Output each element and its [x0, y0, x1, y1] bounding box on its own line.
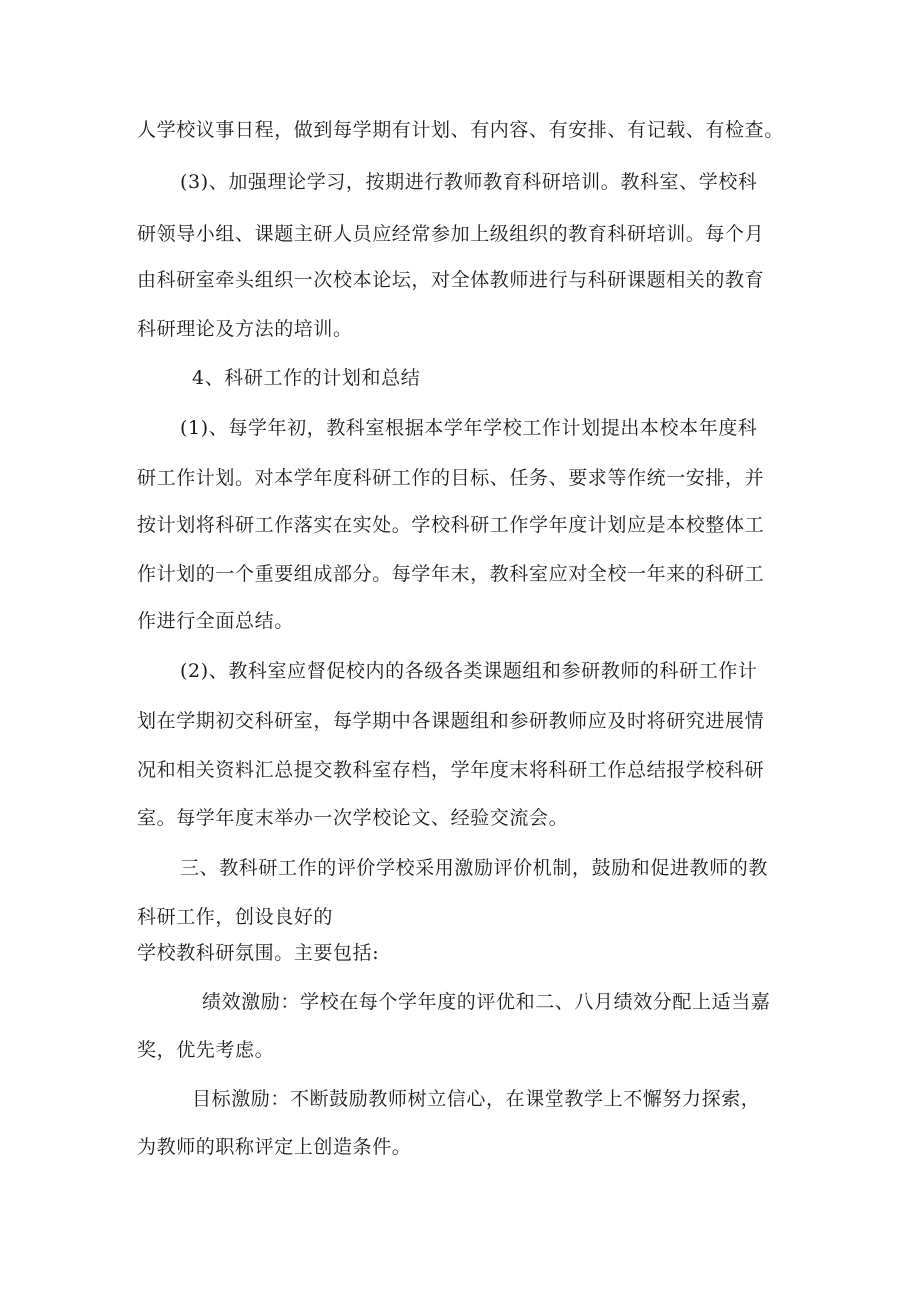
text-line-7: (1)、每学年初，教科室根据本学年学校工作计划提出本校本年度科 — [180, 417, 758, 439]
section-heading-4: 4、科研工作的计划和总结 — [192, 367, 421, 389]
text-line-22: 为教师的职称评定上创造条件。 — [137, 1136, 412, 1158]
text-line-12: (2)、教科室应督促校内的各级各类课题组和参研教师的科研工作计 — [180, 660, 758, 682]
text-line-10: 作计划的一个重要组成部分。每学年末，教科室应对全校一年来的科研工 — [137, 563, 765, 585]
text-line-1: 人学校议事日程，做到每学期有计划、有内容、有安排、有记载、有检查。 — [137, 119, 784, 141]
text-line-11: 作进行全面总结。 — [137, 610, 294, 632]
text-line-2: (3)、加强理论学习，按期进行教师教育科研培训。教科室、学校科 — [180, 171, 758, 193]
text-line-14: 况和相关资料汇总提交教科室存档，学年度末将科研工作总结报学校科研 — [137, 759, 765, 781]
text-line-8: 研工作计划。对本学年度科研工作的目标、任务、要求等作统一安排，并 — [137, 467, 765, 489]
text-line-9: 按计划将科研工作落实在实处。学校科研工作学年度计划应是本校整体工 — [137, 514, 765, 536]
text-line-21: 目标激励：不断鼓励教师树立信心，在课堂教学上不懈努力探索， — [192, 1088, 761, 1110]
text-line-5: 科研理论及方法的培训。 — [137, 318, 353, 340]
text-line-4: 由科研室牵头组织一次校本论坛，对全体教师进行与科研课题相关的教育 — [137, 269, 765, 291]
text-line-20: 奖，优先考虑。 — [137, 1039, 275, 1061]
text-line-15: 室。每学年度末举办一次学校论文、经验交流会。 — [137, 807, 569, 829]
text-line-3: 研领导小组、课题主研人员应经常参加上级组织的教育科研培训。每个月 — [137, 223, 765, 245]
text-line-17: 科研工作，创设良好的 — [137, 906, 334, 928]
text-line-18: 学校教科研氛围。主要包括: — [137, 942, 380, 964]
text-line-19: 绩效激励：学校在每个学年度的评优和二、八月绩效分配上适当嘉 — [202, 991, 771, 1013]
section-heading-3: 三、教科研工作的评价学校采用激励评价机制，鼓励和促进教师的教 — [180, 857, 769, 879]
text-line-13: 划在学期初交科研室，每学期中各课题组和参研教师应及时将研究进展情 — [137, 710, 765, 732]
